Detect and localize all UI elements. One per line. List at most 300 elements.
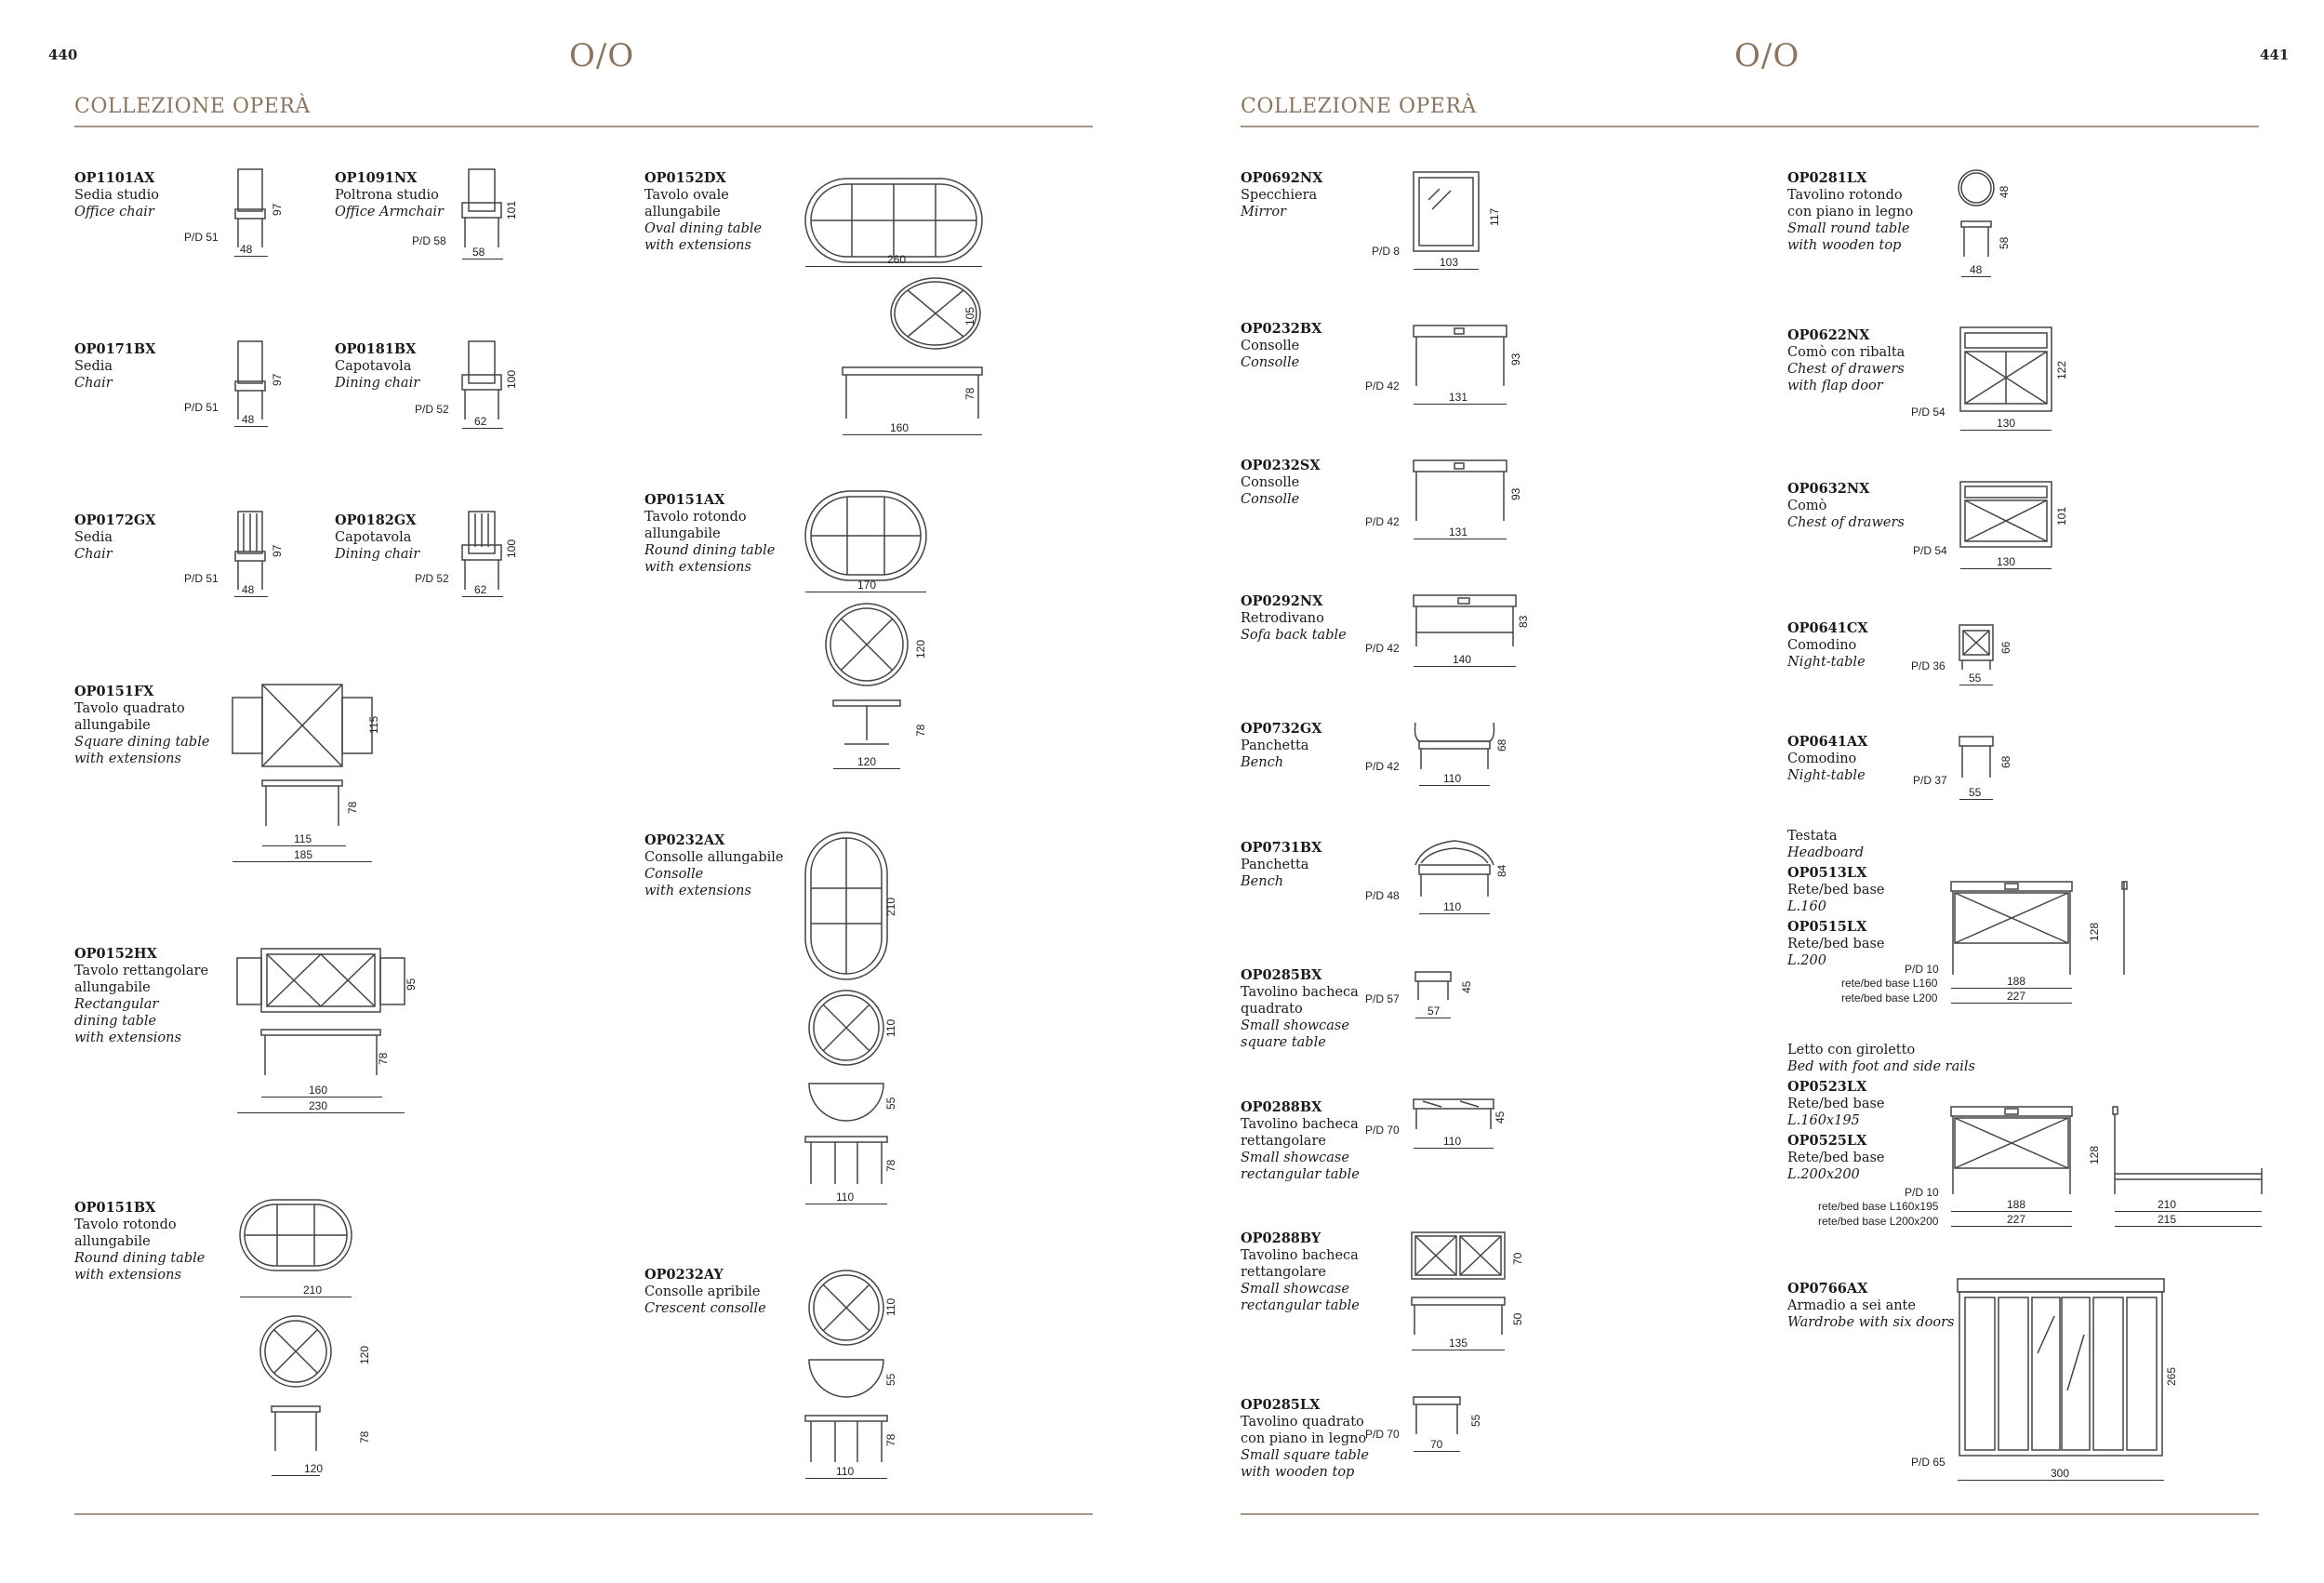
width-dim: 57 (1428, 1004, 1441, 1018)
height-dim: 78 (358, 1430, 371, 1443)
width-dim: 160 (309, 1084, 328, 1097)
height-dim: 122 (2055, 360, 2068, 379)
product-name-en: with extensions (644, 884, 751, 898)
product-op0152dx (644, 170, 762, 254)
product-name-it: Tavolo rettangolare (74, 964, 209, 978)
product-name-en: rectangular table (1241, 1298, 1360, 1313)
product-code: OP0181BX (335, 341, 417, 357)
height-dim: 58 (1998, 236, 2011, 249)
product-name-en: rectangular table (1241, 1167, 1360, 1182)
product-name-en: Chair (74, 376, 113, 391)
product-code: OP0182GX (335, 512, 417, 528)
depth-label: P/D 48 (1365, 889, 1400, 902)
bed-base-row-label: rete/bed base L200 (1841, 991, 1938, 1004)
product-code: OP0632NX (1787, 481, 1870, 497)
height-dim: 97 (271, 544, 284, 557)
height-dim: 78 (346, 801, 359, 814)
product-name-it: allungabile (74, 980, 151, 995)
product-name-it: allungabile (74, 1234, 151, 1249)
product-name-en: with wooden top (1787, 238, 1902, 253)
depth-label: P/D 42 (1365, 379, 1400, 392)
width-dim: 55 (1969, 786, 1982, 799)
product-code: OP0232BX (1241, 321, 1322, 337)
product-name-it: Capotavola (335, 530, 412, 545)
product-code: OP0292NX (1241, 593, 1323, 609)
product-code: OP0232AY (644, 1267, 724, 1283)
product-headboard (1787, 828, 1885, 969)
product-name-en: with extensions (644, 560, 751, 575)
depth-label: P/D 37 (1913, 774, 1947, 787)
dimension-line (232, 861, 372, 862)
bed-base-size: L.160 (1787, 899, 1826, 914)
product-name-it: Consolle (1241, 475, 1300, 490)
rectangular-table-drawing (232, 949, 409, 1093)
product-name-it: rettangolare (1241, 1134, 1326, 1149)
product-name-en: Office Armchair (335, 205, 444, 219)
product-op0632nx (1787, 481, 1905, 531)
product-name-en: with flap door (1787, 379, 1883, 393)
product-code: OP0232AX (644, 832, 725, 848)
product-name-en: with extensions (74, 1268, 181, 1283)
product-name-it: Comodino (1787, 638, 1857, 653)
product-name-it: Consolle (1241, 339, 1300, 353)
width-dim: 48 (242, 583, 255, 596)
width-dim: 188 (2007, 1198, 2026, 1211)
width-dim: 131 (1449, 391, 1468, 404)
width-dim: 62 (474, 583, 487, 596)
width-dim: 140 (1453, 653, 1472, 666)
dimension-line (1960, 430, 2052, 431)
product-name-en: Office chair (74, 205, 154, 219)
product-name-en: Night-table (1787, 768, 1866, 783)
depth-label: P/D 42 (1365, 515, 1400, 528)
product-name-it: con piano in legno (1787, 205, 1914, 219)
depth-label: P/D 52 (415, 403, 449, 416)
product-op0151bx (74, 1200, 205, 1284)
product-op0232ay (644, 1267, 766, 1317)
bed-base-row-label: rete/bed base L200x200 (1818, 1215, 1939, 1228)
product-code: OP0641CX (1787, 620, 1868, 636)
showcase-table-drawing (1412, 1232, 1514, 1344)
armchair-drawing (460, 167, 503, 251)
depth-dim: 120 (358, 1345, 371, 1364)
brand-logo-right: O/O (1734, 37, 1800, 74)
chest-of-drawers-drawing (1960, 482, 2063, 556)
chair-drawing (232, 167, 270, 251)
page-number-left: 440 (48, 47, 78, 63)
product-name-en: Oval dining table (644, 221, 763, 236)
depth-label: P/D 10 (1905, 1186, 1939, 1199)
bed-base-label: Rete/bed base (1787, 1097, 1885, 1111)
height-dim: 68 (1495, 738, 1508, 752)
width-dim: 48 (242, 413, 255, 426)
width-dim: 110 (836, 1191, 855, 1204)
depth-label: P/D 51 (184, 231, 219, 244)
product-code: OP0288BY (1241, 1230, 1321, 1246)
product-name-en: dining table (74, 1014, 157, 1029)
product-code: OP0515LX (1787, 919, 1867, 935)
height-dim: 128 (2088, 1145, 2101, 1164)
width-dim: 58 (472, 246, 485, 259)
product-name-it: Tavolino rotondo (1787, 188, 1903, 203)
product-name-en: Mirror (1241, 205, 1287, 219)
depth-label: P/D 70 (1365, 1428, 1400, 1441)
product-name-en: Chest of drawers (1787, 515, 1905, 530)
dimension-line (1414, 404, 1507, 405)
product-name-it: Consolle allungabile (644, 850, 784, 865)
product-code: OP0641AX (1787, 734, 1868, 750)
product-op0151fx (74, 684, 209, 767)
product-name-en: square table (1241, 1035, 1326, 1050)
product-name-en: Square dining table (74, 735, 210, 750)
height-dim: 68 (1999, 755, 2012, 768)
product-op1091nx (335, 170, 444, 220)
width-dim: 110 (836, 1465, 855, 1478)
product-name-en: Small round table (1787, 221, 1910, 236)
length-dim: 210 (2158, 1198, 2177, 1211)
sofa-table-drawing (1414, 595, 1525, 651)
width-dim: 210 (303, 1284, 323, 1297)
width-dim: 300 (2051, 1467, 2070, 1480)
bench-drawing (1414, 721, 1507, 777)
product-op0641ax (1787, 734, 1867, 784)
height-dim: 66 (1999, 641, 2012, 654)
product-name-it: Tavolo rotondo (74, 1217, 177, 1232)
product-code: OP0285LX (1241, 1397, 1321, 1413)
height-dim: 78 (377, 1052, 390, 1065)
product-name-en: Small showcase (1241, 1151, 1349, 1165)
chair-drawing (232, 510, 270, 593)
product-op0766ax (1787, 1281, 1954, 1331)
dimension-line (1414, 269, 1479, 270)
depth-dim: 110 (884, 1018, 897, 1037)
width-dim: 260 (887, 253, 907, 266)
product-op0731bx (1241, 840, 1321, 890)
dimension-line (1958, 1480, 2164, 1481)
height-dim: 97 (271, 203, 284, 216)
height-dim: 70 (1511, 1252, 1524, 1265)
product-op0171bx (74, 341, 155, 392)
dimension-line (2115, 1226, 2262, 1227)
product-name-it: Testata (1787, 829, 1838, 844)
square-table-drawing (1414, 1397, 1469, 1443)
depth-label: P/D 65 (1911, 1456, 1946, 1469)
bench-drawing (1414, 837, 1507, 902)
footer-rule-left (74, 1513, 1093, 1515)
console-drawing (805, 832, 908, 1195)
product-name-en: Rectangular (74, 997, 159, 1012)
width-dim: 115 (294, 832, 312, 845)
depth-dim: 105 (963, 306, 976, 326)
product-name-it: Sedia (74, 359, 113, 374)
width-dim: 120 (857, 755, 877, 768)
height-dim: 78 (884, 1433, 897, 1446)
width-dim: 110 (1443, 772, 1462, 785)
bed-base-label: Rete/bed base (1787, 883, 1885, 898)
header-rule-left (74, 126, 1093, 127)
product-code: OP0523LX (1787, 1079, 1867, 1095)
depth-dim: 110 (884, 1297, 897, 1316)
height-dim: 78 (884, 1159, 897, 1172)
height-dim: 128 (2088, 922, 2101, 941)
product-name-it: Comò con ribalta (1787, 345, 1906, 360)
height-dim: 55 (1469, 1414, 1482, 1427)
product-name-it: Tavolino quadrato (1241, 1415, 1364, 1430)
height-dim: 265 (2165, 1366, 2178, 1386)
depth-label: P/D 58 (412, 234, 446, 247)
product-name-it: Tavolino bacheca (1241, 985, 1359, 1000)
product-code: OP0525LX (1787, 1133, 1867, 1149)
product-name-en: Small showcase (1241, 1282, 1349, 1297)
chest-with-flap-drawing (1960, 327, 2063, 420)
product-op0288by (1241, 1230, 1360, 1314)
product-name-en: Night-table (1787, 655, 1866, 670)
product-op0285lx (1241, 1397, 1369, 1481)
dimension-line (234, 596, 268, 597)
product-code: OP0732GX (1241, 721, 1322, 737)
depth-dim: 95 (405, 978, 418, 991)
depth-dim: 55 (884, 1097, 897, 1110)
height-dim: 45 (1460, 980, 1473, 993)
round-small-table-drawing (1958, 167, 2004, 270)
product-name-en: Small showcase (1241, 1018, 1349, 1033)
height-dim: 97 (271, 373, 284, 386)
width-dim: 70 (1430, 1438, 1443, 1451)
product-op0292nx (1241, 593, 1347, 644)
product-name-it: Retrodivano (1241, 611, 1324, 626)
product-op0732gx (1241, 721, 1322, 771)
product-op0152hx (74, 946, 208, 1046)
dimension-line (805, 1478, 887, 1479)
height-dim: 93 (1509, 487, 1522, 500)
product-name-en: Bed with foot and side rails (1787, 1059, 1975, 1074)
height-dim: 84 (1495, 864, 1508, 877)
product-op0288bx (1241, 1099, 1360, 1183)
product-code: OP0232SX (1241, 458, 1321, 473)
dining-chair-drawing (460, 339, 503, 423)
width-dim: 135 (1449, 1337, 1468, 1350)
depth-label: P/D 51 (184, 572, 219, 585)
product-name-it: allungabile (644, 205, 721, 219)
height-dim: 101 (505, 200, 518, 219)
product-code: OP0151BX (74, 1200, 156, 1216)
dimension-line (234, 426, 268, 427)
bed-base-row-label: rete/bed base L160 (1841, 977, 1938, 990)
dining-chair-drawing (460, 510, 503, 593)
dimension-line (1961, 276, 1991, 277)
product-name-it: Panchetta (1241, 738, 1309, 753)
height-dim: 93 (1509, 353, 1522, 366)
dimension-line (262, 845, 346, 846)
product-name-en: Small square table (1241, 1448, 1370, 1463)
product-name-it: Consolle apribile (644, 1284, 761, 1299)
product-name-en: Consolle (1241, 355, 1300, 370)
product-op0232sx (1241, 458, 1321, 508)
width-dim: 227 (2007, 1213, 2026, 1226)
length-dim: 215 (2158, 1213, 2177, 1226)
product-name-en: Dining chair (335, 547, 420, 562)
depth-label: P/D 8 (1372, 245, 1401, 258)
collection-title-right: COLLEZIONE OPERÀ (1241, 95, 1477, 118)
bed-base-label: Rete/bed base (1787, 937, 1885, 951)
width-dim: 103 (1440, 256, 1459, 269)
product-name-it: Tavolino bacheca (1241, 1117, 1359, 1132)
width-dim: 170 (857, 579, 877, 592)
product-op0232bx (1241, 321, 1321, 371)
dimension-line (234, 256, 268, 257)
dimension-line (1951, 988, 2072, 989)
product-code: OP0692NX (1241, 170, 1323, 186)
dimension-line (833, 768, 900, 769)
product-name-it: Capotavola (335, 359, 412, 374)
wardrobe-drawing (1958, 1279, 2181, 1465)
product-name-en: Bench (1241, 874, 1284, 889)
collection-title-left: COLLEZIONE OPERÀ (74, 95, 311, 118)
chair-drawing (232, 339, 270, 423)
bed-base-size: L.160x195 (1787, 1113, 1860, 1128)
product-name-it: Tavolino bacheca (1241, 1248, 1359, 1263)
width-dim: 160 (890, 421, 910, 434)
bed-base-size: L.200x200 (1787, 1167, 1860, 1182)
product-op0641cx (1787, 620, 1868, 671)
depth-dim: 55 (884, 1373, 897, 1386)
depth-label: P/D 54 (1913, 544, 1947, 557)
product-name-it: Specchiera (1241, 188, 1318, 203)
product-name-it: Comodino (1787, 752, 1857, 766)
bed-base-size: L.200 (1787, 953, 1826, 968)
width-dim: 110 (1443, 1135, 1462, 1148)
product-code: OP0151FX (74, 684, 154, 699)
depth-dim: 115 (367, 715, 380, 734)
product-op0181bx (335, 341, 419, 392)
showcase-table-drawing (1415, 972, 1462, 1009)
depth-dim: 48 (1998, 185, 2011, 198)
product-name-it: rettangolare (1241, 1265, 1326, 1280)
product-name-en: Bench (1241, 755, 1284, 770)
product-name-en: Dining chair (335, 376, 420, 391)
depth-label: P/D 57 (1365, 992, 1400, 1005)
product-code: OP0171BX (74, 341, 156, 357)
height-dim: 78 (914, 724, 927, 737)
product-op0692nx (1241, 170, 1322, 220)
product-name-it: Letto con giroletto (1787, 1043, 1916, 1058)
product-code: OP0281LX (1787, 170, 1867, 186)
product-name-it: Comò (1787, 499, 1827, 513)
width-dim: 227 (2007, 990, 2026, 1003)
width-dim: 120 (304, 1462, 324, 1475)
bed-drawing (1951, 1107, 2267, 1200)
dimension-line (1419, 913, 1490, 914)
depth-label: P/D 10 (1905, 963, 1939, 976)
product-name-it: quadrato (1241, 1002, 1303, 1017)
footer-rule-right (1241, 1513, 2259, 1515)
width-dim: 130 (1997, 417, 2016, 430)
height-dim: 117 (1488, 207, 1501, 226)
width-dim: 131 (1449, 525, 1468, 539)
product-name-en: with wooden top (1241, 1465, 1355, 1480)
product-op1101ax (74, 170, 159, 220)
depth-label: P/D 51 (184, 401, 219, 414)
height-dim: 101 (2055, 506, 2068, 525)
square-table-drawing (232, 685, 381, 847)
width-dim: 55 (1969, 672, 1982, 685)
dimension-line (843, 434, 982, 435)
product-name-en: Crescent consolle (644, 1301, 766, 1316)
depth-dim: 120 (914, 639, 927, 658)
product-code: OP0152HX (74, 946, 157, 962)
product-name-en: Chair (74, 547, 113, 562)
product-code: OP0766AX (1787, 1281, 1868, 1297)
dimension-line (272, 1475, 320, 1476)
product-name-it: Sedia (74, 530, 113, 545)
round-table-drawing (805, 491, 954, 770)
product-name-en: with extensions (74, 752, 181, 766)
product-code: OP0151AX (644, 492, 725, 508)
dimension-line (1414, 1451, 1460, 1452)
product-name-it: Armadio a sei ante (1787, 1298, 1916, 1313)
width-dim: 185 (294, 848, 313, 861)
brand-logo-left: O/O (569, 37, 635, 74)
product-code: OP0622NX (1787, 327, 1870, 343)
product-op0151ax (644, 492, 775, 576)
width-dim: 188 (2007, 975, 2026, 988)
header-rule-right (1241, 126, 2259, 127)
product-code: OP0172GX (74, 512, 156, 528)
product-name-en: Headboard (1787, 845, 1865, 860)
product-code: OP0513LX (1787, 865, 1867, 881)
product-code: OP0285BX (1241, 967, 1322, 983)
product-code: OP1091NX (335, 170, 418, 186)
width-dim: 230 (309, 1099, 328, 1112)
bed-base-row-label: rete/bed base L160x195 (1818, 1200, 1939, 1213)
width-dim: 62 (474, 415, 487, 428)
dimension-line (2115, 1211, 2262, 1212)
width-dim: 110 (1443, 900, 1462, 913)
dimension-line (462, 596, 503, 597)
product-op0281lx (1787, 170, 1913, 254)
product-name-en: Consolle (644, 867, 704, 882)
dimension-line (1414, 1148, 1494, 1149)
dimension-line (1414, 666, 1516, 667)
dimension-line (1959, 799, 1993, 800)
depth-label: P/D 42 (1365, 642, 1400, 655)
product-name-en: Round dining table (644, 543, 776, 558)
mirror-drawing (1414, 172, 1488, 256)
product-name-it: Poltrona studio (335, 188, 439, 203)
depth-label: P/D 42 (1365, 760, 1400, 773)
product-name-it: Panchetta (1241, 858, 1309, 872)
product-name-en: with extensions (74, 1031, 181, 1045)
product-op0182gx (335, 512, 419, 563)
product-op0285bx (1241, 967, 1359, 1051)
product-op0232ax (644, 832, 783, 899)
product-name-en: Sofa back table (1241, 628, 1347, 643)
product-name-en: Chest of drawers (1787, 362, 1905, 377)
bed-base-label: Rete/bed base (1787, 1151, 1885, 1165)
product-name-it: allungabile (644, 526, 721, 541)
product-name-it: Tavolo quadrato (74, 701, 185, 716)
height-dim: 100 (505, 369, 518, 389)
product-name-en: with extensions (644, 238, 751, 253)
product-name-en: Consolle (1241, 492, 1300, 507)
console-drawing (1414, 326, 1516, 391)
height-dim: 50 (1511, 1312, 1524, 1325)
height-dim: 83 (1517, 615, 1530, 628)
dimension-line (1951, 1003, 2072, 1004)
product-code: OP1101AX (74, 170, 155, 186)
product-name-it: con piano in legno (1241, 1431, 1367, 1446)
product-op0622nx (1787, 327, 1905, 394)
